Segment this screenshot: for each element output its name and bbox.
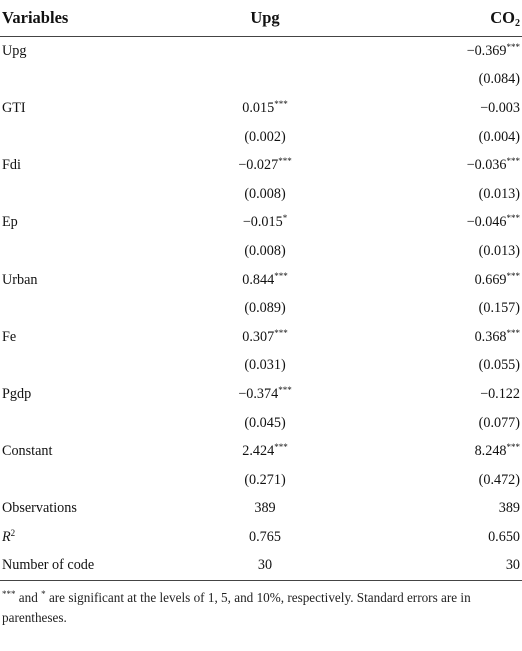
row-label-text: Ep [2,214,18,231]
row-label [0,66,180,95]
cell-upg [180,352,350,381]
cell-co2 [350,37,522,66]
table-row [0,151,522,180]
cell-co2-value: (0.077) [478,414,520,431]
cell-upg-value: −0.374 [238,385,279,402]
cell-co2 [350,123,522,152]
footnote-stars-b: * [41,589,46,600]
cell-upg [180,380,350,409]
cell-upg [180,151,350,180]
row-label [0,523,180,552]
cell-co2-value: (0.004) [478,128,520,145]
table-row [0,123,522,152]
table-row [0,237,522,266]
footnote-text-a: and [15,590,42,606]
cell-upg [180,66,350,95]
cell-upg [180,437,350,466]
row-label-text: Urban [2,271,38,288]
table-row [0,323,522,352]
row-label [0,552,180,581]
row-label [0,323,180,352]
table-row [0,495,522,524]
cell-upg-value: 0.844 [242,271,275,288]
cell-upg [180,180,350,209]
cell-co2 [350,180,522,209]
cell-upg [180,552,350,581]
cell-co2 [350,266,522,295]
cell-upg-value: −0.015 [242,214,283,231]
cell-co2-value: −0.003 [480,99,520,116]
cell-co2-value: (0.055) [478,357,520,374]
cell-upg [180,409,350,438]
table-row [0,37,522,66]
cell-co2-value: −0.046 [466,214,507,231]
cell-co2-value: 0.650 [488,528,520,545]
table-row [0,66,522,95]
cell-co2-value: 389 [498,500,520,517]
cell-co2-value: (0.084) [478,71,520,88]
row-label-text: GTI [2,99,26,116]
cell-co2-significance: *** [506,270,520,281]
row-label-text: Fe [2,328,17,345]
cell-upg-significance: * [282,213,288,224]
cell-upg-significance: *** [274,270,288,281]
table-row [0,552,522,581]
cell-upg [180,237,350,266]
row-label [0,352,180,381]
cell-upg [180,323,350,352]
cell-co2-value: 0.669 [474,271,507,288]
cell-upg-value: (0.089) [244,300,286,317]
cell-co2 [350,323,522,352]
cell-co2 [350,437,522,466]
cell-upg [180,466,350,495]
table-row [0,380,522,409]
table-row [0,437,522,466]
header-co2-subscript: 2 [515,18,520,29]
cell-co2 [350,380,522,409]
cell-upg-significance: *** [274,98,288,109]
table-row [0,94,522,123]
cell-upg-value: (0.031) [244,357,286,374]
table-row [0,466,522,495]
cell-upg-significance: *** [278,156,292,167]
row-label-text: Upg [2,42,27,59]
row-label-text: R [2,528,11,545]
cell-upg-significance: *** [274,442,288,453]
cell-upg-value: (0.045) [244,414,286,431]
row-label [0,409,180,438]
table-row [0,409,522,438]
header-co2-main: CO [490,8,515,27]
cell-co2-value: (0.013) [478,185,520,202]
cell-co2-value: (0.013) [478,242,520,259]
row-label [0,380,180,409]
row-label [0,180,180,209]
header-co2 [350,0,522,37]
cell-co2 [350,523,522,552]
row-label [0,151,180,180]
table-row [0,352,522,381]
cell-upg-value: (0.008) [244,185,286,202]
cell-upg [180,209,350,238]
cell-co2-value: 30 [505,557,520,574]
row-label-text: Pgdp [2,385,32,402]
footnote-stars-a: *** [2,589,16,600]
cell-co2-value: (0.157) [478,300,520,317]
cell-co2 [350,151,522,180]
cell-co2 [350,495,522,524]
row-label-text: Number of code [2,557,95,574]
cell-co2-significance: *** [506,41,520,52]
row-label [0,37,180,66]
cell-co2-value: (0.472) [478,471,520,488]
cell-co2-significance: *** [506,156,520,167]
cell-upg [180,495,350,524]
cell-upg [180,294,350,323]
table-row [0,180,522,209]
cell-co2 [350,66,522,95]
cell-upg-significance: *** [274,327,288,338]
cell-co2 [350,352,522,381]
row-label [0,495,180,524]
cell-co2-value: 8.248 [474,443,507,460]
row-label [0,294,180,323]
row-label [0,237,180,266]
cell-upg [180,523,350,552]
cell-co2-significance: *** [506,442,520,453]
table-footnote [0,588,522,628]
row-label [0,209,180,238]
cell-upg-value: 0.765 [249,528,281,545]
cell-co2-value: −0.369 [466,42,507,59]
cell-co2-value: −0.122 [480,385,520,402]
table-row [0,266,522,295]
cell-co2-value: 0.368 [474,328,507,345]
table-row [0,523,522,552]
row-label-text: Observations [2,500,77,517]
cell-co2 [350,466,522,495]
cell-upg-value: 0.307 [242,328,275,345]
cell-upg-value: 30 [257,557,273,574]
cell-upg [180,37,350,66]
cell-upg-value: 0.015 [242,99,275,116]
row-label-superscript: 2 [10,527,16,538]
table-header-row [0,0,522,37]
cell-upg [180,266,350,295]
header-upg: Upg [180,0,350,37]
cell-upg-value: (0.271) [244,471,286,488]
cell-upg-significance: *** [278,384,292,395]
cell-upg-value: 389 [254,500,276,517]
cell-co2-significance: *** [506,213,520,224]
row-label [0,466,180,495]
cell-upg-value: 2.424 [242,443,275,460]
table-row [0,294,522,323]
cell-co2 [350,209,522,238]
cell-co2 [350,94,522,123]
cell-upg-value: (0.008) [244,242,286,259]
table-body [0,37,522,581]
cell-upg [180,123,350,152]
table-row [0,209,522,238]
row-label-text: Constant [2,443,53,460]
cell-upg [180,94,350,123]
row-label [0,94,180,123]
footnote-text-b: are significant at the levels of 1, 5, and 10%, respectively. Standard errors are in parentheses. [2,590,471,626]
cell-co2 [350,552,522,581]
header-variables: Variables [0,0,180,37]
cell-upg-value: (0.002) [244,128,286,145]
cell-co2-significance: *** [506,327,520,338]
row-label [0,123,180,152]
cell-co2 [350,409,522,438]
row-label [0,266,180,295]
cell-co2 [350,237,522,266]
row-label [0,437,180,466]
row-label-text: Fdi [2,157,21,174]
cell-upg-value: −0.027 [238,157,279,174]
cell-co2-value: −0.036 [466,157,507,174]
cell-co2 [350,294,522,323]
